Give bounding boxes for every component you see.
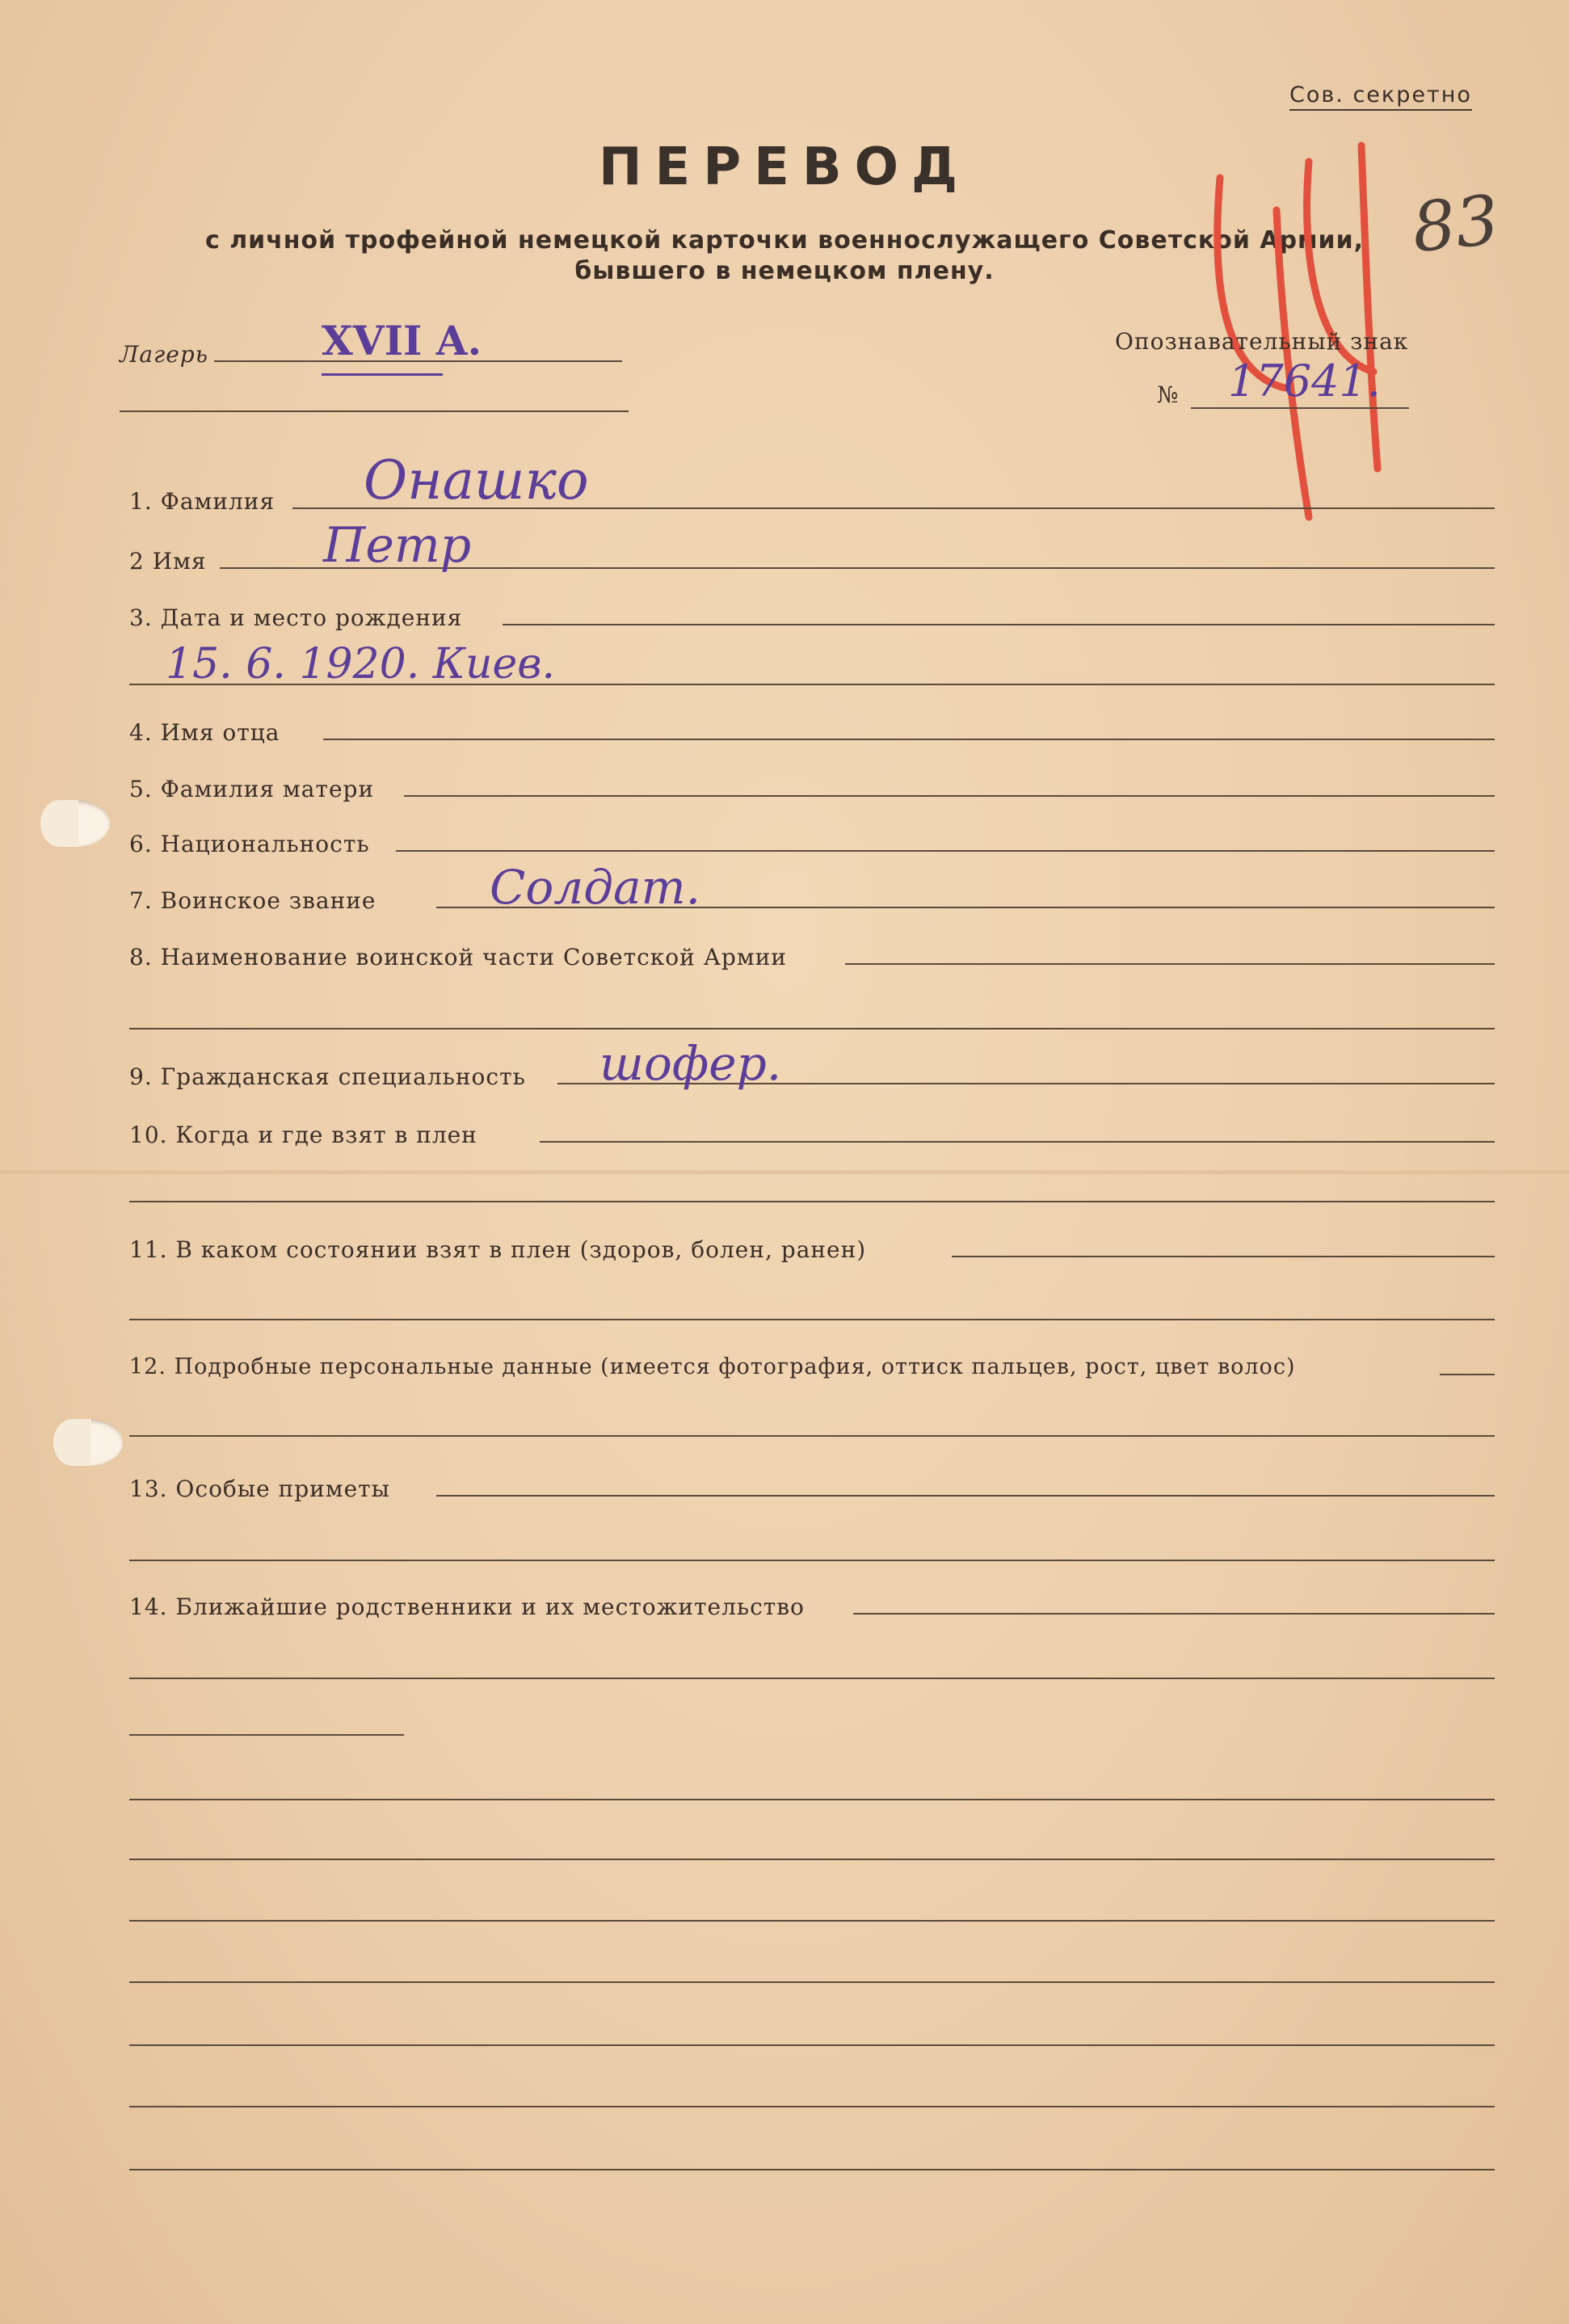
field-14-line bbox=[853, 1613, 1495, 1615]
field-7-label: 7. Воинское звание bbox=[129, 887, 376, 914]
field-2-label: 2 Имя bbox=[129, 548, 207, 575]
field-8-line bbox=[845, 963, 1495, 965]
field-4-line bbox=[323, 739, 1495, 740]
document-title: ПЕРЕВОД bbox=[598, 137, 971, 197]
camp-value: XVII A. bbox=[322, 317, 482, 364]
field-4-label: 4. Имя отца bbox=[129, 719, 280, 746]
subtitle-line-2: бывшего в немецком плену. bbox=[574, 257, 995, 285]
field-8-label: 8. Наименование воинской части Советской Армии bbox=[129, 944, 787, 970]
camp-value-underline bbox=[322, 373, 443, 376]
field-5-line bbox=[404, 795, 1495, 797]
field-3-line bbox=[503, 624, 1495, 625]
camp-extra-line bbox=[120, 410, 629, 412]
field-5-label: 5. Фамилия матери bbox=[129, 776, 375, 802]
classification-stamp: Сов. секретно bbox=[1289, 82, 1472, 111]
field-11-line-2 bbox=[129, 1319, 1495, 1320]
blank-line bbox=[129, 1920, 1495, 1922]
field-10-line bbox=[540, 1141, 1495, 1143]
page-number-handwritten: 83 bbox=[1408, 179, 1503, 268]
punch-hole-bottom bbox=[53, 1419, 123, 1466]
field-11-line bbox=[952, 1256, 1495, 1257]
field-10-label: 10. Когда и где взят в плен bbox=[129, 1122, 477, 1148]
field-13-label: 13. Особые приметы bbox=[129, 1476, 390, 1502]
field-13-line bbox=[436, 1495, 1495, 1497]
id-tag-label: Опознавательный знак bbox=[1115, 328, 1409, 355]
field-12-label: 12. Подробные персональные данные (имеется фотография, оттиск пальцев, рост, цвет волос) bbox=[129, 1354, 1296, 1379]
field-11-label: 11. В каком состоянии взят в плен (здоров, болен, ранен) bbox=[129, 1236, 867, 1263]
field-8-line-2 bbox=[129, 1028, 1495, 1029]
id-tag-line bbox=[1191, 407, 1409, 409]
field-12-line-2 bbox=[129, 1435, 1495, 1437]
field-3-line-2 bbox=[129, 684, 1495, 685]
field-1-value: Онашко bbox=[364, 449, 589, 512]
field-3-value: 15. 6. 1920. Киев. bbox=[166, 640, 556, 688]
field-13-line-2 bbox=[129, 1560, 1495, 1561]
field-6-line bbox=[396, 850, 1495, 852]
blank-line bbox=[129, 1799, 1495, 1800]
id-tag-number-prefix: № bbox=[1157, 381, 1180, 408]
field-2-value: Петр bbox=[323, 517, 472, 574]
field-12-line bbox=[1440, 1374, 1495, 1375]
field-7-value: Солдат. bbox=[490, 860, 700, 915]
field-3-label: 3. Дата и место рождения bbox=[129, 604, 463, 631]
field-9-label: 9. Гражданская специальность bbox=[129, 1063, 526, 1090]
blank-line bbox=[129, 1678, 1495, 1679]
field-9-value: шофер. bbox=[599, 1036, 782, 1091]
field-14-label: 14. Ближайшие родственники и их местожительство bbox=[129, 1594, 805, 1620]
field-6-label: 6. Национальность bbox=[129, 831, 370, 857]
field-10-line-2 bbox=[129, 1201, 1495, 1202]
blank-line bbox=[129, 2044, 1495, 2046]
blank-line bbox=[129, 2169, 1495, 2170]
field-1-label: 1. Фамилия bbox=[129, 488, 276, 515]
subtitle-line-1: с личной трофейной немецкой карточки военнослужащего Советской Армии, bbox=[204, 226, 1364, 255]
blank-line bbox=[129, 1981, 1495, 1983]
punch-hole-top bbox=[40, 800, 110, 847]
blank-line bbox=[129, 2106, 1495, 2107]
paper-fold bbox=[0, 1170, 1569, 1175]
id-tag-value: 17641. bbox=[1228, 356, 1381, 406]
blank-line bbox=[129, 1859, 1495, 1860]
camp-label: Лагерь bbox=[120, 341, 208, 368]
blank-line bbox=[129, 1734, 404, 1736]
